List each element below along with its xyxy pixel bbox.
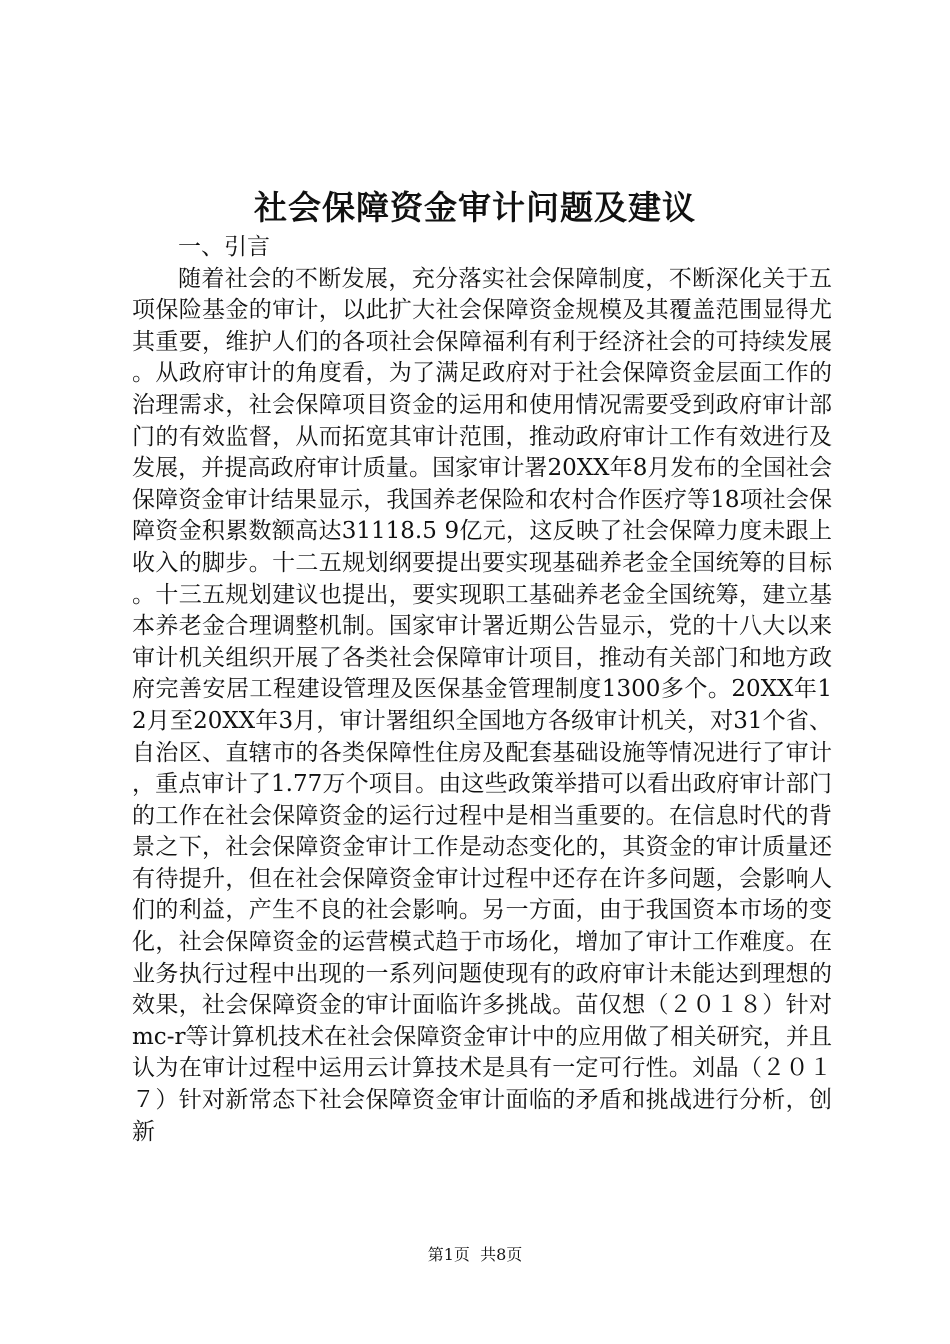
page-number: 第1页 [427,1245,470,1264]
page-total: 共8页 [480,1245,523,1264]
page-footer [0,1243,950,1267]
section-heading: 一、引言 [178,234,270,260]
document-body [132,232,832,1148]
document-title: 社会保障资金审计问题及建议 [254,188,696,227]
body-paragraph: 随着社会的不断发展，充分落实社会保障制度，不断深化关于五项保险基金的审计，以此扩大社会保障资金规模及其覆盖范围显得尤其重要，维护人们的各项社会保障福利有利于经济社会的可持续发展。从政府审计的角度看，为了满足政府对于社会保障资金层面工作的治理需求，社会保障项目资金的运用和使用情况需要受到政府审计部门的有效监督，从而拓宽其审计范围，推动政府审计工作有效进行及发展，并提高政府审计质量。国家审计署20XX年8月发布的全国社会保障资金审计结果显示，我国养老保险和农村合作医疗等18项社会保障资金积累数额高达31118.5 9亿元，这反映了社会保障力度未跟上收入的脚步。十二五规划纲要提出要实现基础养老金全国统筹的目标。十三五规划建议也提出，要实现职工基础养老金全国统筹，建立基本养老金合理调整机制。国家审计署近期公告显示，党的十八大以来审计机关组织开展了各类社会保障审计项目，推动有关部门和地方政府完善安居工程建设管理及医保基金管理制度1300多个。20XX年12月至20XX年3月，审计署组织全国地方各级审计机关，对31个省、自治区、直辖市的各类保障性住房及配套基础设施等情况进行了审计，重点审计了1.77万个项目。由这些政策举措可以看出政府审计部门的工作在社会保障资金的运行过程中是相当重要的。在信息时代的背景之下，社会保障资金审计工作是动态变化的，其资金的审计质量还有待提升，但在社会保障资金审计过程中还存在许多问题，会影响人们的利益，产生不良的社会影响。另一方面，由于我国资本市场的变化，社会保障资金的运营模式趋于市场化，增加了审计工作难度。在业务执行过程中出现的一系列问题使现有的政府审计未能达到理想的效果，社会保障资金的审计面临许多挑战。苗仅想（２０１８）针对mc-r等计算机技术在社会保障资金审计中的应用做了相关研究，并且认为在审计过程中运用云计算技术是具有一定可行性。刘晶（２０１７）针对新常态下社会保障资金审计面临的矛盾和挑战进行分析，创新 [132,265,832,1145]
footer-separator [470,1245,480,1264]
